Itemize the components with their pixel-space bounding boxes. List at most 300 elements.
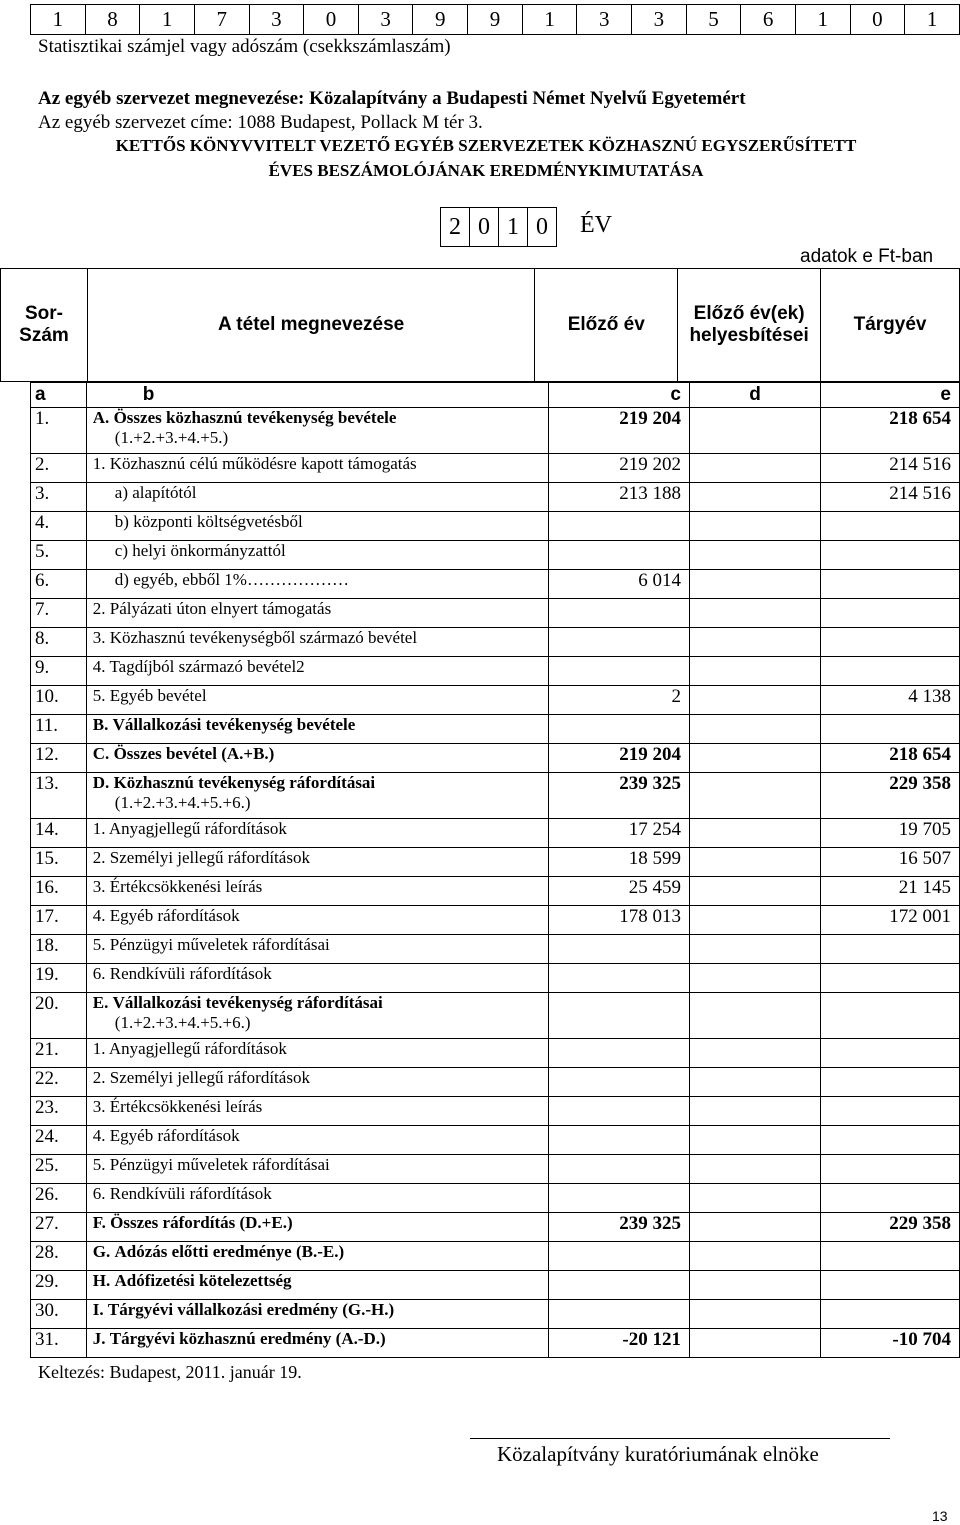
row-name: Közhasznú célú működésre kapott támogatás	[109, 454, 417, 473]
value-adjustments	[689, 1300, 820, 1329]
row-label-text	[87, 1242, 549, 1262]
row-name-continuation: (1.+2.+3.+4.+5.)	[114, 428, 229, 447]
row-label	[86, 993, 549, 1039]
row-prefix: 1.	[92, 454, 106, 473]
row-label-text	[87, 686, 549, 706]
value-current-year: 214 516	[821, 454, 960, 483]
row-label-text	[87, 1213, 549, 1233]
tax-digit: 7	[194, 5, 249, 35]
row-prefix: 3.	[92, 628, 106, 647]
row-prefix: 6.	[92, 964, 106, 983]
row-number: 14.	[31, 819, 87, 848]
tax-digit: 1	[795, 5, 850, 35]
year-label: ÉV	[580, 212, 612, 238]
tax-number-row	[31, 5, 960, 35]
table-row	[31, 454, 960, 483]
value-previous-year: 219 202	[549, 454, 690, 483]
year-digit: 1	[499, 208, 528, 247]
row-number: 1.	[31, 408, 87, 454]
row-label	[86, 1039, 549, 1068]
value-current-year: 229 358	[821, 1213, 960, 1242]
tax-digit: 5	[686, 5, 741, 35]
row-number: 12.	[31, 744, 87, 773]
org-address-line: Az egyéb szervezet címe: 1088 Budapest, Pollack M tér 3.	[38, 112, 483, 133]
row-label-line	[93, 993, 549, 1013]
tax-digit: 1	[140, 5, 195, 35]
value-previous-year: 178 013	[549, 906, 690, 935]
row-number: 5.	[31, 541, 87, 570]
row-prefix: 4.	[92, 657, 106, 676]
row-name: Közhasznú tevékenység ráfordításai	[113, 773, 376, 792]
row-label-line	[93, 628, 549, 648]
row-prefix: C.	[92, 744, 110, 763]
value-current-year	[821, 1184, 960, 1213]
row-name: Rendkívüli ráfordítások	[109, 964, 272, 983]
row-label-line	[93, 1126, 549, 1146]
row-label	[86, 1213, 549, 1242]
column-letter: b	[86, 383, 549, 408]
row-name-continuation: (1.+2.+3.+4.+5.+6.)	[114, 1013, 251, 1032]
row-number: 27.	[31, 1213, 87, 1242]
row-prefix: 4.	[92, 1126, 106, 1145]
col-header-adj: Előző év(ek) helyesbítései	[678, 269, 821, 382]
row-name: d) egyéb, ebből 1%………………	[114, 570, 349, 589]
table-row	[31, 1068, 960, 1097]
row-name: Adófizetési kötelezettség	[114, 1271, 292, 1290]
row-number: 4.	[31, 512, 87, 541]
column-letter-row	[31, 383, 960, 408]
value-previous-year: 219 204	[549, 744, 690, 773]
column-letter: a	[31, 383, 87, 408]
table-row	[31, 599, 960, 628]
row-label	[86, 1242, 549, 1271]
value-adjustments	[689, 599, 820, 628]
row-name: Anyagjellegű ráfordítások	[108, 1039, 287, 1058]
value-adjustments	[689, 1184, 820, 1213]
row-label-text	[87, 628, 549, 648]
column-header	[0, 268, 960, 382]
value-adjustments	[689, 570, 820, 599]
value-adjustments	[689, 408, 820, 454]
table-row	[31, 408, 960, 454]
value-current-year	[821, 1039, 960, 1068]
tax-digit: 1	[905, 5, 960, 35]
value-current-year	[821, 1097, 960, 1126]
row-label-text	[87, 935, 549, 955]
value-previous-year	[549, 1300, 690, 1329]
tax-digit: 3	[577, 5, 632, 35]
row-label	[86, 773, 549, 819]
row-number: 25.	[31, 1155, 87, 1184]
row-label	[86, 570, 549, 599]
value-current-year: 229 358	[821, 773, 960, 819]
row-prefix: G.	[92, 1242, 111, 1261]
row-number: 9.	[31, 657, 87, 686]
row-label-text	[87, 1155, 549, 1175]
row-label-line	[93, 657, 549, 677]
row-number: 26.	[31, 1184, 87, 1213]
row-number: 7.	[31, 599, 87, 628]
row-label-line	[93, 1213, 549, 1233]
table-row	[31, 773, 960, 819]
value-current-year	[821, 541, 960, 570]
row-prefix: 1.	[92, 1039, 106, 1058]
value-previous-year: 25 459	[549, 877, 690, 906]
row-name-continuation: (1.+2.+3.+4.+5.+6.)	[114, 793, 251, 812]
table-row	[31, 1242, 960, 1271]
row-label-text	[87, 1097, 549, 1117]
tax-digit: 0	[304, 5, 359, 35]
value-previous-year: 17 254	[549, 819, 690, 848]
value-current-year	[821, 599, 960, 628]
value-previous-year	[549, 628, 690, 657]
table-row	[31, 744, 960, 773]
table-row	[31, 483, 960, 512]
row-label	[86, 1155, 549, 1184]
row-label	[86, 1097, 549, 1126]
row-name: Közhasznú tevékenységből származó bevétel	[109, 628, 418, 647]
value-adjustments	[689, 1271, 820, 1300]
row-label-line	[115, 570, 549, 590]
table-row	[31, 570, 960, 599]
row-label-text	[87, 819, 549, 839]
row-name: Értékcsökkenési leírás	[109, 1097, 263, 1116]
value-current-year	[821, 1300, 960, 1329]
row-label-text	[87, 877, 549, 897]
row-name: Anyagjellegű ráfordítások	[108, 819, 287, 838]
row-prefix: A.	[92, 408, 110, 427]
row-label-text	[87, 848, 549, 868]
value-previous-year	[549, 1039, 690, 1068]
value-previous-year: 18 599	[549, 848, 690, 877]
col-header-cur: Tárgyév	[821, 269, 960, 382]
row-name: Tárgyévi vállalkozási eredmény (G.-H.)	[107, 1300, 395, 1319]
row-label-line	[93, 848, 549, 868]
col-header-no: Sor- Szám	[1, 269, 88, 382]
year-digit: 2	[441, 208, 470, 247]
col-header-name: A tétel megnevezése	[87, 269, 534, 382]
row-name: Egyéb bevétel	[109, 686, 207, 705]
value-previous-year: -20 121	[549, 1329, 690, 1358]
row-number: 31.	[31, 1329, 87, 1358]
row-label-line	[93, 877, 549, 897]
value-previous-year	[549, 599, 690, 628]
value-adjustments	[689, 1242, 820, 1271]
row-label-text	[87, 1329, 549, 1349]
row-number: 8.	[31, 628, 87, 657]
row-label	[86, 935, 549, 964]
tax-digit: 0	[850, 5, 905, 35]
row-label-line	[93, 715, 549, 735]
table-row	[31, 1039, 960, 1068]
value-current-year: -10 704	[821, 1329, 960, 1358]
row-label	[86, 1068, 549, 1097]
table-row	[31, 657, 960, 686]
value-adjustments	[689, 964, 820, 993]
row-label-text	[87, 1271, 549, 1291]
row-number: 17.	[31, 906, 87, 935]
value-adjustments	[689, 993, 820, 1039]
row-prefix: 5.	[92, 1155, 106, 1174]
value-current-year	[821, 935, 960, 964]
row-label	[86, 848, 549, 877]
tax-digit: 3	[249, 5, 304, 35]
row-prefix: 6.	[92, 1184, 106, 1203]
row-label-text	[87, 964, 549, 984]
row-label	[86, 819, 549, 848]
tax-number-boxes	[30, 4, 960, 35]
row-prefix: 2.	[92, 599, 106, 618]
value-adjustments	[689, 773, 820, 819]
row-number: 23.	[31, 1097, 87, 1126]
tax-digit: 3	[632, 5, 687, 35]
row-label-line	[93, 819, 549, 839]
year-digit: 0	[470, 208, 499, 247]
row-number: 2.	[31, 454, 87, 483]
row-label-text	[87, 483, 549, 503]
row-name: Pályázati úton elnyert támogatás	[109, 599, 332, 618]
table-row	[31, 906, 960, 935]
table-row	[31, 1329, 960, 1358]
value-previous-year	[549, 964, 690, 993]
row-name: Személyi jellegű ráfordítások	[109, 1068, 310, 1087]
value-previous-year	[549, 1097, 690, 1126]
row-prefix: 4.	[92, 906, 106, 925]
value-previous-year: 239 325	[549, 773, 690, 819]
value-current-year: 19 705	[821, 819, 960, 848]
row-label-text	[87, 454, 549, 474]
value-adjustments	[689, 657, 820, 686]
table-row	[31, 1271, 960, 1300]
row-number: 30.	[31, 1300, 87, 1329]
value-current-year	[821, 1068, 960, 1097]
year-digit: 0	[528, 208, 557, 247]
row-label-line	[93, 1155, 549, 1175]
org-name-line: Az egyéb szervezet megnevezése: Közalapítvány a Budapesti Német Nyelvű Egyetemért	[38, 88, 746, 109]
tax-digit: 9	[413, 5, 468, 35]
row-prefix: 3.	[92, 877, 106, 896]
row-number: 6.	[31, 570, 87, 599]
value-current-year	[821, 628, 960, 657]
table-row	[31, 628, 960, 657]
value-adjustments	[689, 1155, 820, 1184]
table-row	[31, 541, 960, 570]
row-label-text	[87, 1068, 549, 1088]
value-previous-year	[549, 715, 690, 744]
row-label-line	[115, 541, 549, 561]
value-current-year	[821, 657, 960, 686]
row-label-line	[93, 1271, 549, 1291]
table-row	[31, 1155, 960, 1184]
table-row	[31, 1300, 960, 1329]
row-label-line	[93, 744, 549, 764]
row-prefix: 2.	[92, 1068, 106, 1087]
row-label	[86, 1300, 549, 1329]
row-label-text	[87, 570, 549, 590]
value-adjustments	[689, 848, 820, 877]
value-adjustments	[689, 1126, 820, 1155]
row-label-line	[93, 599, 549, 619]
value-adjustments	[689, 906, 820, 935]
value-previous-year	[549, 1242, 690, 1271]
row-number: 29.	[31, 1271, 87, 1300]
row-name: Adózás előtti eredménye (B.-E.)	[114, 1242, 345, 1261]
row-name: c) helyi önkormányzattól	[114, 541, 286, 560]
row-number: 28.	[31, 1242, 87, 1271]
value-current-year: 214 516	[821, 483, 960, 512]
report-title-line1: KETTŐS KÖNYVVITELT VEZETŐ EGYÉB SZERVEZETEK KÖZHASZNÚ EGYSZERŰSÍTETT	[115, 136, 857, 155]
table-row	[31, 715, 960, 744]
row-label	[86, 408, 549, 454]
row-name: Személyi jellegű ráfordítások	[109, 848, 310, 867]
row-prefix: D.	[92, 773, 110, 792]
row-label	[86, 1184, 549, 1213]
value-adjustments	[689, 1039, 820, 1068]
tax-number-caption: Statisztikai számjel vagy adószám (csekkszámlaszám)	[38, 36, 451, 57]
row-name: Tárgyévi közhasznú eredmény (A.-D.)	[109, 1329, 386, 1348]
value-previous-year	[549, 512, 690, 541]
row-name: Összes közhasznú tevékenység bevétele	[113, 408, 397, 427]
row-name: Összes bevétel (A.+B.)	[113, 744, 275, 763]
table-row	[31, 512, 960, 541]
row-label	[86, 964, 549, 993]
row-name: Tagdíjból származó bevétel2	[109, 657, 305, 676]
value-adjustments	[689, 1097, 820, 1126]
row-label-text	[87, 1039, 549, 1059]
value-previous-year: 2	[549, 686, 690, 715]
row-prefix: 1.	[92, 819, 106, 838]
row-label	[86, 715, 549, 744]
row-prefix: 2.	[92, 848, 106, 867]
value-current-year: 16 507	[821, 848, 960, 877]
row-label-line	[93, 1039, 549, 1059]
value-adjustments	[689, 744, 820, 773]
value-previous-year	[549, 657, 690, 686]
row-number: 22.	[31, 1068, 87, 1097]
year-row	[441, 208, 557, 247]
signature-line	[470, 1438, 890, 1439]
row-label-line	[93, 1300, 549, 1320]
row-label	[86, 657, 549, 686]
row-number: 20.	[31, 993, 87, 1039]
row-label	[86, 1126, 549, 1155]
row-label-line	[93, 1242, 549, 1262]
row-number: 13.	[31, 773, 87, 819]
row-number: 19.	[31, 964, 87, 993]
date-line: Keltezés: Budapest, 2011. január 19.	[38, 1362, 302, 1382]
value-adjustments	[689, 628, 820, 657]
row-label	[86, 1329, 549, 1358]
row-label-text	[87, 906, 549, 926]
table-row	[31, 1184, 960, 1213]
row-label	[86, 877, 549, 906]
row-label-line	[93, 1068, 549, 1088]
value-adjustments	[689, 819, 820, 848]
row-label	[86, 906, 549, 935]
row-label-line	[93, 408, 549, 428]
row-label-text	[87, 657, 549, 677]
value-current-year: 172 001	[821, 906, 960, 935]
row-number: 24.	[31, 1126, 87, 1155]
row-name: Összes ráfordítás (D.+E.)	[110, 1213, 293, 1232]
value-adjustments	[689, 1068, 820, 1097]
row-label-line	[93, 1097, 549, 1117]
row-label	[86, 744, 549, 773]
col-header-prev: Előző év	[535, 269, 678, 382]
value-adjustments	[689, 512, 820, 541]
row-name: Vállalkozási tevékenység ráfordításai	[112, 993, 383, 1012]
row-name: b) központi költségvetésből	[114, 512, 303, 531]
row-number: 15.	[31, 848, 87, 877]
table-row	[31, 848, 960, 877]
row-label	[86, 628, 549, 657]
value-adjustments	[689, 686, 820, 715]
row-label-text	[87, 1300, 549, 1320]
value-adjustments	[689, 1329, 820, 1358]
row-name: Vállalkozási tevékenység bevétele	[112, 715, 356, 734]
row-label	[86, 686, 549, 715]
row-number: 11.	[31, 715, 87, 744]
value-adjustments	[689, 935, 820, 964]
row-label-line	[93, 964, 549, 984]
row-label	[86, 541, 549, 570]
value-current-year	[821, 993, 960, 1039]
value-current-year	[821, 1271, 960, 1300]
row-label-text	[87, 993, 549, 1033]
value-adjustments	[689, 541, 820, 570]
row-label-text	[87, 773, 549, 813]
row-number: 21.	[31, 1039, 87, 1068]
row-number: 16.	[31, 877, 87, 906]
value-current-year	[821, 1242, 960, 1271]
value-current-year: 21 145	[821, 877, 960, 906]
value-current-year: 218 654	[821, 408, 960, 454]
column-letter: d	[689, 383, 820, 408]
row-label-line	[115, 483, 549, 503]
row-label	[86, 599, 549, 628]
tax-digit: 1	[31, 5, 86, 35]
row-label-line	[93, 686, 549, 706]
row-name: a) alapítótól	[114, 483, 197, 502]
value-previous-year: 219 204	[549, 408, 690, 454]
row-label-line	[93, 1184, 549, 1204]
value-current-year	[821, 964, 960, 993]
row-number: 10.	[31, 686, 87, 715]
income-statement-table	[30, 382, 960, 1358]
row-name: Pénzügyi műveletek ráfordításai	[109, 935, 330, 954]
column-letter: e	[821, 383, 960, 408]
row-label-text	[87, 715, 549, 735]
row-prefix: 3.	[92, 1097, 106, 1116]
tax-digit: 1	[522, 5, 577, 35]
row-label-text	[87, 1184, 549, 1204]
row-label-text	[87, 541, 549, 561]
value-previous-year	[549, 1126, 690, 1155]
value-current-year	[821, 512, 960, 541]
value-current-year	[821, 715, 960, 744]
row-label-line	[115, 512, 549, 532]
value-adjustments	[689, 877, 820, 906]
value-previous-year: 213 188	[549, 483, 690, 512]
row-label-text	[87, 744, 549, 764]
row-prefix: H.	[92, 1271, 111, 1290]
row-prefix: J.	[92, 1329, 106, 1348]
row-name: Egyéb ráfordítások	[109, 1126, 240, 1145]
value-adjustments	[689, 454, 820, 483]
row-prefix: F.	[92, 1213, 106, 1232]
tax-digit: 9	[468, 5, 523, 35]
row-label-line	[93, 454, 549, 474]
